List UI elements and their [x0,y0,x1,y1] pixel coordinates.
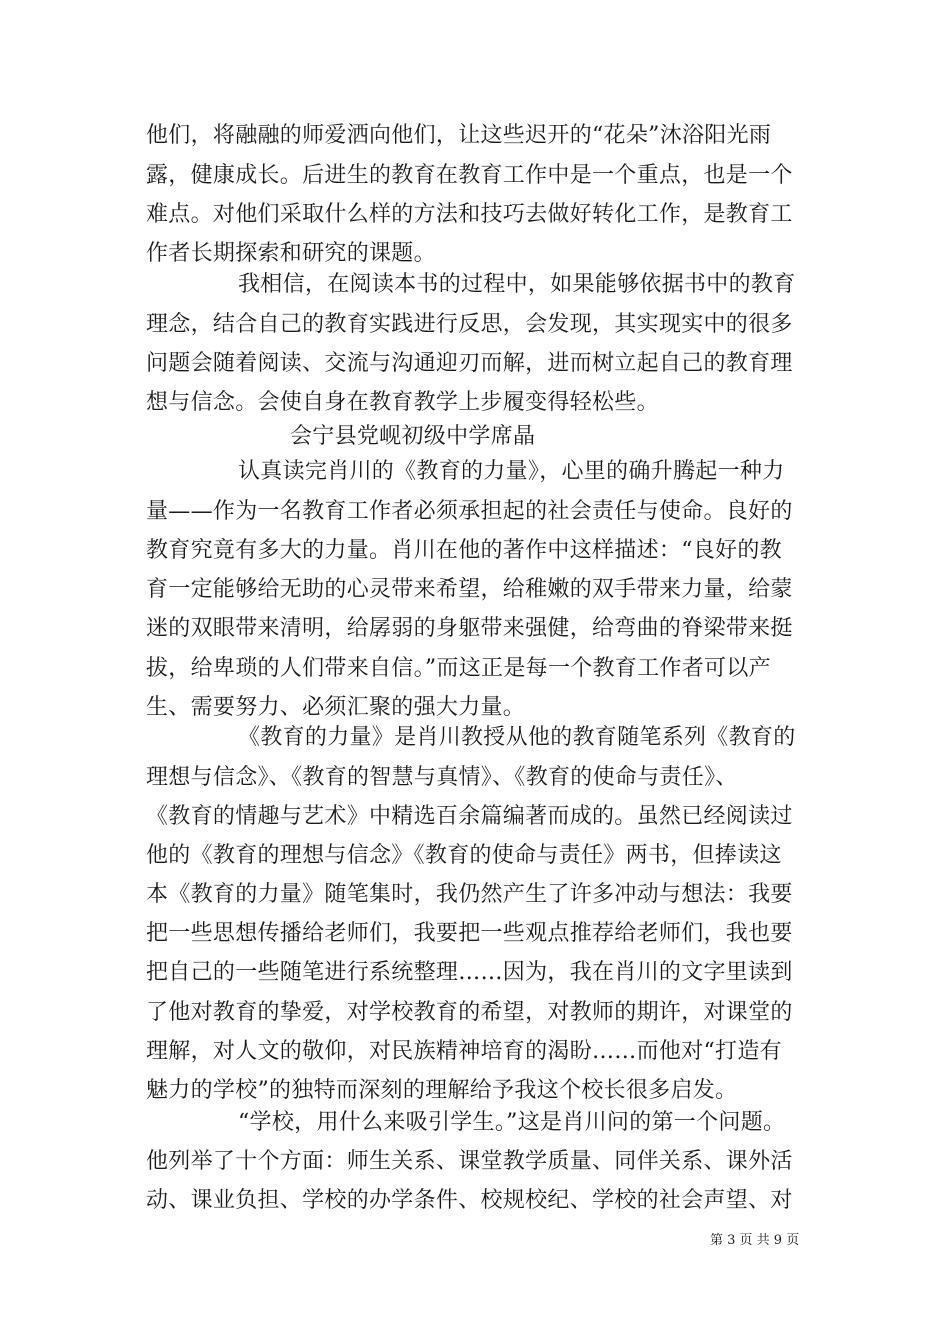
text-line: 理解，对人文的敬仰，对民族精神培育的渴盼……而他对“打造有 [146,1039,782,1064]
text-line: 生、需要努力、必须汇聚的强大力量。 [146,695,526,720]
text-line: 他列举了十个方面：师生关系、课堂教学质量、同伴关系、课外活 [146,1149,793,1174]
text-line: 《教育的情趣与艺术》中精选百余篇编著而成的。虽然已经阅读过 [146,804,793,829]
text-line: 了他对教育的挚爱，对学校教育的希望，对教师的期许，对课堂的 [146,1000,793,1025]
text-line: 理想与信念》、《教育的智慧与真情》、《教育的使命与责任》、 [146,765,738,790]
text-line: 想与信念。会使自身在教育教学上步履变得轻松些。 [146,390,659,415]
text-line: 育一定能够给无助的心灵带来希望，给稚嫩的双手带来力量，给蒙 [146,577,793,602]
text-line: 魅力的学校”的独特而深刻的理解给予我这个校长很多启发。 [146,1078,738,1103]
text-line: 作者长期探索和研究的课题。 [146,241,436,266]
text-line: 教育究竟有多大的力量。肖川在他的著作中这样描述：“良好的教 [146,538,782,563]
paragraph-first-line: “学校，用什么来吸引学生。”这是肖川问的第一个问题。 [238,1110,786,1135]
text-line: 理念，结合自己的教育实践进行反思，会发现，其实现实中的很多 [146,312,793,337]
text-line: 露，健康成长。后进生的教育在教育工作中是一个重点，也是一个 [146,163,793,188]
text-line: 他们，将融融的师爱洒向他们，让这些迟开的“花朵”沐浴阳光雨 [146,123,772,148]
text-line: 问题会随着阅读、交流与沟通迎刃而解，进而树立起自己的教育理 [146,351,793,376]
text-line: 本《教育的力量》随笔集时，我仍然产生了许多冲动与想法：我要 [146,882,793,907]
text-line: 迷的双眼带来清明，给孱弱的身躯带来强健，给弯曲的脊梁带来挺 [146,616,793,641]
paragraph-first-line: 认真读完肖川的《教育的力量》，心里的确升腾起一种力 [238,459,785,484]
text-line: 难点。对他们采取什么样的方法和技巧去做好转化工作，是教育工 [146,202,793,227]
page-number-footer: 第 3 页 共 9 页 [710,1233,800,1248]
text-line: 他的《教育的理想与信念》《教育的使命与责任》两书，但捧读这 [146,843,782,868]
text-line: 量——作为一名教育工作者必须承担起的社会责任与使命。良好的 [146,499,793,524]
text-line: 拔，给卑琐的人们带来自信。”而这正是每一个教育工作者可以产 [146,656,771,681]
text-line: 动、课业负担、学校的办学条件、校规校纪、学校的社会声望、对 [146,1188,793,1213]
paragraph-first-line: 《教育的力量》是肖川教授从他的教育随笔系列《教育的 [238,725,796,750]
author-line: 会宁县党岘初级中学席晶 [290,424,536,449]
paragraph-first-line: 我相信，在阅读本书的过程中，如果能够依据书中的教育 [238,272,796,297]
text-line: 把自己的一些随笔进行系统整理……因为，我在肖川的文字里读到 [146,960,793,985]
text-line: 把一些思想传播给老师们，我要把一些观点推荐给老师们，我也要 [146,921,793,946]
